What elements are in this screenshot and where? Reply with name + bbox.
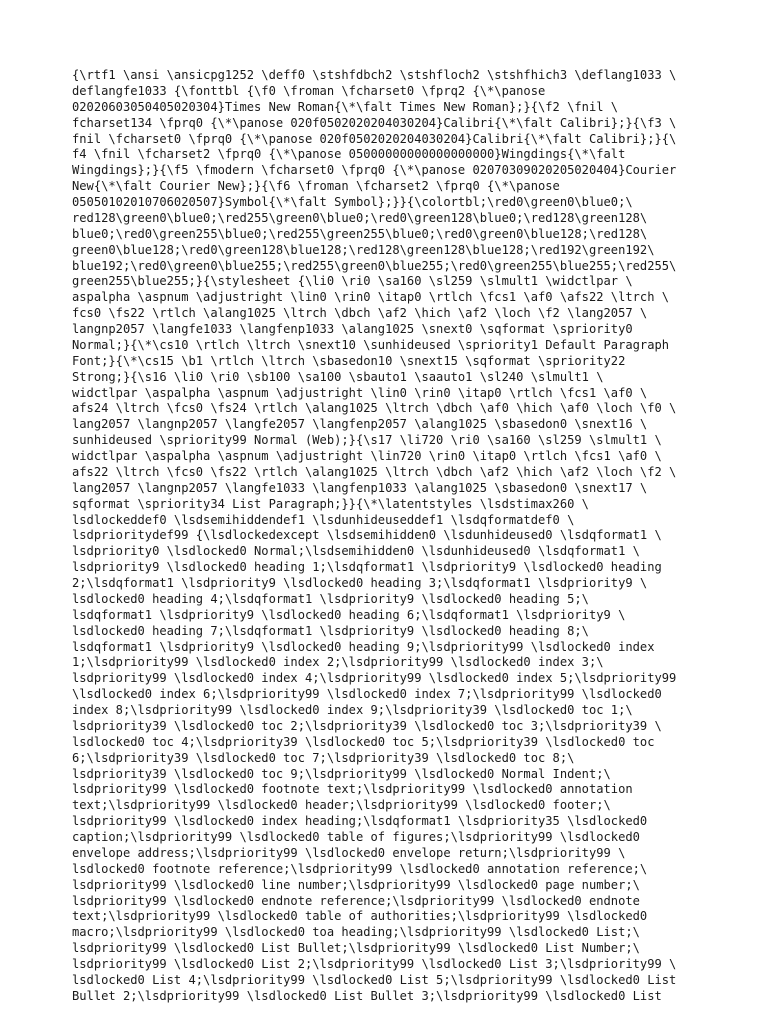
text-line: {\rtf1 \ansi \ansicpg1252 \deff0 \stshfdbch2 \stshfloch2 \stshfhich3 \deflang1033 \ — [72, 68, 677, 82]
text-line: sunhideused \spriority99 Normal (Web);}{\s17 \li720 \ri0 \sa160 \sl259 \slmult1 \ — [72, 433, 662, 448]
text-line: fcharset134 \fprq0 {\*\panose 020f0502020204030204}Calibri{\*\falt Calibri};}{\f3 \ — [72, 115, 677, 130]
text-line: aspalpha \aspnum \adjustright \lin0 \rin0 \itap0 \rtlch \fcs1 \af0 \afs22 \ltrch \ — [72, 290, 670, 305]
text-line: Strong;}{\s16 \li0 \ri0 \sb100 \sa100 \sbauto1 \saauto1 \sl240 \slmult1 \ — [72, 369, 604, 384]
text-line: lsdlocked0 heading 4;\lsdqformat1 \lsdpriority9 \lsdlocked0 heading 5;\ — [72, 591, 589, 606]
text-line: afs22 \ltrch \fcs0 \fs22 \rtlch \alang1025 \ltrch \dbch \af2 \hich \af2 \loch \f2 \ — [72, 464, 677, 479]
text-line: 1;\lsdpriority99 \lsdlocked0 index 2;\lsdpriority99 \lsdlocked0 index 3;\ — [72, 655, 604, 670]
text-line: lsdpriority99 \lsdlocked0 endnote reference;\lsdpriority99 \lsdlocked0 endnote — [72, 893, 640, 908]
text-line: lsdlocked0 heading 7;\lsdqformat1 \lsdpriority9 \lsdlocked0 heading 8;\ — [72, 623, 589, 638]
text-line: lsdpriority99 \lsdlocked0 line number;\lsdpriority99 \lsdlocked0 page number;\ — [72, 877, 640, 892]
text-line: lsdlocked0 toc 4;\lsdpriority39 \lsdlocked0 toc 5;\lsdpriority39 \lsdlocked0 toc — [72, 734, 655, 749]
text-line: lsdprioritydef99 {\lsdlockedexcept \lsdsemihidden0 \lsdunhideused0 \lsdqformat1 \ — [72, 528, 662, 543]
text-line: fcs0 \fs22 \rtlch \alang1025 \ltrch \dbch \af2 \hich \af2 \loch \f2 \lang2057 \ — [72, 306, 648, 321]
text-line: langnp2057 \langfe1033 \langfenp1033 \alang1025 \snext0 \sqformat \spriority0 — [72, 322, 633, 336]
text-line: lang2057 \langnp2057 \langfe1033 \langfenp1033 \alang1025 \sbasedon0 \snext17 \ — [72, 480, 648, 495]
rtf-source-text — [72, 68, 712, 1005]
text-line: lsdpriority99 \lsdlocked0 footnote text;\lsdpriority99 \lsdlocked0 annotation — [72, 782, 633, 797]
text-line: blue192;\red0\green0\blue255;\red255\green0\blue255;\red0\green255\blue255;\red255\ — [72, 258, 677, 273]
text-line: sqformat \spriority34 List Paragraph;}}{\*\latentstyles \lsdstimax260 \ — [72, 496, 589, 511]
text-line: widctlpar \aspalpha \aspnum \adjustright \lin720 \rin0 \itap0 \rtlch \fcs1 \af0 \ — [72, 449, 662, 463]
text-line: lsdpriority0 \lsdlocked0 Normal;\lsdsemihidden0 \lsdunhideused0 \lsdqformat1 \ — [72, 544, 640, 559]
text-line: lsdpriority99 \lsdlocked0 index heading;\lsdqformat1 \lsdpriority35 \lsdlocked0 — [72, 814, 648, 829]
text-line: 02020603050405020304}Times New Roman{\*\falt Times New Roman};}{\f2 \fnil \ — [72, 99, 619, 114]
text-line: Font;}{\*\cs15 \b1 \rtlch \ltrch \sbasedon10 \snext15 \sqformat \spriority22 — [72, 353, 626, 368]
text-line: lsdpriority39 \lsdlocked0 toc 9;\lsdpriority99 \lsdlocked0 Normal Indent;\ — [72, 766, 611, 781]
text-line: lsdpriority9 \lsdlocked0 heading 1;\lsdqformat1 \lsdpriority9 \lsdlocked0 heading — [72, 560, 662, 575]
text-line: afs24 \ltrch \fcs0 \fs24 \rtlch \alang1025 \ltrch \dbch \af0 \hich \af0 \loch \f0 \ — [72, 401, 677, 416]
text-line: 05050102010706020507}Symbol{\*\falt Symbol};}}{\colortbl;\red0\green0\blue0;\ — [72, 195, 633, 209]
text-line: \lsdlocked0 index 6;\lsdpriority99 \lsdlocked0 index 7;\lsdpriority99 \lsdlocked0 — [72, 687, 662, 702]
text-line: green0\blue128;\red0\green128\blue128;\red128\green128\blue128;\red192\green192\ — [72, 242, 655, 257]
text-line: blue0;\red0\green255\blue0;\red255\green255\blue0;\red0\green0\blue128;\red128\ — [72, 226, 648, 241]
text-line: Wingdings};}{\f5 \fmodern \fcharset0 \fprq0 {\*\panose 02070309020205020404}Courier — [72, 163, 677, 178]
text-line: lsdlockeddef0 \lsdsemihiddendef1 \lsdunhideuseddef1 \lsdqformatdef0 \ — [72, 512, 575, 527]
text-line: lang2057 \langnp2057 \langfe2057 \langfenp2057 \alang1025 \sbasedon0 \snext16 \ — [72, 417, 648, 432]
text-line: lsdlocked0 footnote reference;\lsdpriority99 \lsdlocked0 annotation reference;\ — [72, 861, 648, 876]
text-line: lsdlocked0 List 4;\lsdpriority99 \lsdlocked0 List 5;\lsdpriority99 \lsdlocked0 List — [72, 972, 677, 987]
text-line: Normal;}{\*\cs10 \rtlch \ltrch \snext10 \sunhideused \spriority1 Default Paragraph — [72, 337, 670, 352]
text-line: caption;\lsdpriority99 \lsdlocked0 table of figures;\lsdpriority99 \lsdlocked0 — [72, 830, 640, 844]
text-line: red128\green0\blue0;\red255\green0\blue0;\red0\green128\blue0;\red128\green128\ — [72, 210, 648, 225]
text-line: lsdpriority99 \lsdlocked0 List 2;\lsdpriority99 \lsdlocked0 List 3;\lsdpriority99 \ — [72, 957, 677, 971]
text-line: 6;\lsdpriority39 \lsdlocked0 toc 7;\lsdpriority39 \lsdlocked0 toc 8;\ — [72, 750, 575, 765]
text-line: Bullet 2;\lsdpriority99 \lsdlocked0 List Bullet 3;\lsdpriority99 \lsdlocked0 List — [72, 988, 662, 1003]
text-line: envelope address;\lsdpriority99 \lsdlocked0 envelope return;\lsdpriority99 \ — [72, 845, 626, 860]
text-line: lsdpriority99 \lsdlocked0 index 4;\lsdpriority99 \lsdlocked0 index 5;\lsdpriority99 — [72, 671, 677, 686]
text-line: New{\*\falt Courier New};}{\f6 \froman \fcharset2 \fprq0 {\*\panose — [72, 179, 560, 194]
text-line: fnil \fcharset0 \fprq0 {\*\panose 020f0502020204030204}Calibri{\*\falt Calibri};}{\ — [72, 131, 677, 146]
text-line: text;\lsdpriority99 \lsdlocked0 header;\lsdpriority99 \lsdlocked0 footer;\ — [72, 798, 611, 813]
text-line: index 8;\lsdpriority99 \lsdlocked0 index 9;\lsdpriority39 \lsdlocked0 toc 1;\ — [72, 703, 633, 717]
text-line: f4 \fnil \fcharset2 \fprq0 {\*\panose 05000000000000000000}Wingdings{\*\falt — [72, 147, 626, 162]
text-line: 2;\lsdqformat1 \lsdpriority9 \lsdlocked0 heading 3;\lsdqformat1 \lsdpriority9 \ — [72, 576, 648, 590]
text-line: text;\lsdpriority99 \lsdlocked0 table of authorities;\lsdpriority99 \lsdlocked0 — [72, 909, 648, 924]
text-line: lsdpriority99 \lsdlocked0 List Bullet;\lsdpriority99 \lsdlocked0 List Number;\ — [72, 941, 640, 956]
text-line: lsdpriority39 \lsdlocked0 toc 2;\lsdpriority39 \lsdlocked0 toc 3;\lsdpriority39 \ — [72, 718, 662, 733]
text-line: widctlpar \aspalpha \aspnum \adjustright \lin0 \rin0 \itap0 \rtlch \fcs1 \af0 \ — [72, 385, 648, 400]
text-line: lsdqformat1 \lsdpriority9 \lsdlocked0 heading 9;\lsdpriority99 \lsdlocked0 index — [72, 639, 655, 654]
text-line: deflangfe1033 {\fonttbl {\f0 \froman \fcharset0 \fprq2 {\*\panose — [72, 83, 546, 98]
text-line: macro;\lsdpriority99 \lsdlocked0 toa heading;\lsdpriority99 \lsdlocked0 List;\ — [72, 925, 640, 940]
text-line: green255\blue255;}{\stylesheet {\li0 \ri0 \sa160 \sl259 \slmult1 \widctlpar \ — [72, 274, 633, 289]
text-line: lsdqformat1 \lsdpriority9 \lsdlocked0 heading 6;\lsdqformat1 \lsdpriority9 \ — [72, 607, 626, 622]
